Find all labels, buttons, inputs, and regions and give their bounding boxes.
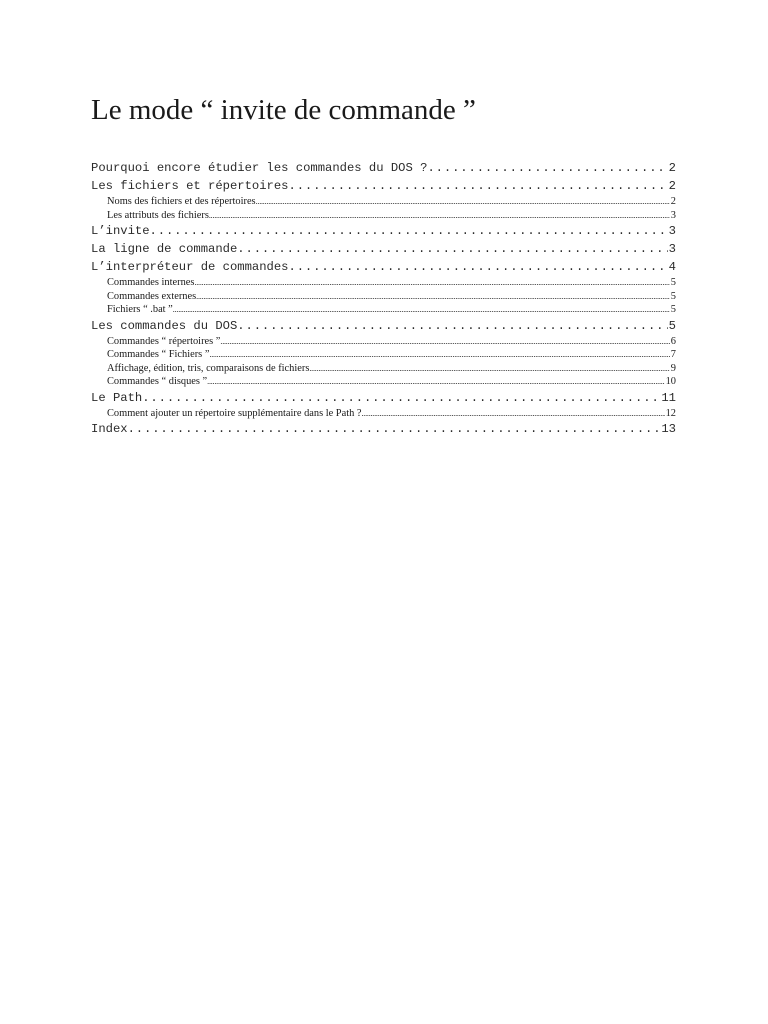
toc-page-number: 9 (670, 362, 676, 374)
toc-entry[interactable] (91, 177, 676, 195)
toc-page-number: 11 (661, 390, 676, 405)
toc-dot-leader (142, 389, 660, 407)
toc-entry-label: Les fichiers et répertoires (91, 179, 289, 193)
toc-dot-leader (207, 375, 664, 389)
toc-page-number: 5 (670, 277, 676, 288)
toc-entry-label: Fichiers “ .bat ” (107, 304, 173, 315)
toc-subentry[interactable] (107, 335, 676, 349)
toc-entry-label: Les commandes du DOS (91, 318, 238, 333)
toc-page-number: 13 (661, 422, 676, 436)
toc-entry-label: Noms des fichiers et des répertoires (107, 196, 256, 207)
toc-subentry[interactable] (107, 362, 676, 376)
toc-dot-leader (288, 258, 667, 276)
toc-entry-label: Affichage, édition, tris, comparaisons de fichiers (107, 362, 310, 374)
toc-subentry[interactable] (107, 348, 676, 362)
toc-dot-leader (362, 407, 665, 421)
toc-entry[interactable] (91, 159, 676, 177)
toc-page-number: 2 (670, 196, 676, 207)
toc-dot-leader (209, 209, 670, 223)
toc-subentry[interactable] (107, 276, 676, 290)
toc-dot-leader (173, 303, 670, 317)
toc-dot-leader (196, 290, 670, 304)
toc-subentry[interactable] (107, 290, 676, 304)
toc-page-number: 2 (668, 179, 676, 193)
toc-page-number: 7 (670, 349, 676, 360)
toc-entry-label: Index (91, 422, 128, 436)
toc-entry[interactable] (91, 240, 676, 258)
toc-entry-label: Commandes “ Fichiers ” (107, 349, 210, 360)
toc-page-number: 10 (665, 376, 676, 387)
toc-page-number: 12 (665, 407, 676, 419)
toc-dot-leader (237, 240, 667, 258)
toc-page-number: 2 (668, 161, 676, 175)
toc-entry[interactable] (91, 389, 676, 407)
toc-dot-leader (256, 195, 670, 209)
toc-dot-leader (288, 177, 667, 195)
toc-dot-leader (194, 276, 669, 290)
toc-page-number: 3 (670, 209, 676, 221)
toc-dot-leader (237, 317, 667, 335)
toc-page-number: 6 (670, 335, 676, 347)
toc-dot-leader (209, 348, 669, 362)
toc-subentry[interactable] (107, 375, 676, 389)
toc-entry-label: Les attributs des fichiers (107, 209, 209, 221)
toc-page-number: 5 (668, 318, 676, 333)
toc-entry-label: Pourquoi encore étudier les commandes du DOS ? (91, 161, 428, 175)
toc-dot-leader (309, 362, 669, 376)
toc-entry-label: Commandes “ répertoires ” (107, 335, 221, 347)
toc-entry-label: Commandes “ disques ” (107, 376, 208, 387)
toc-entry[interactable] (91, 317, 676, 335)
toc-page-number: 3 (668, 242, 676, 256)
toc-entry-label: Commandes externes (107, 290, 197, 302)
table-of-contents (91, 159, 676, 438)
toc-subentry[interactable] (107, 209, 676, 223)
toc-page-number: 4 (668, 260, 676, 274)
toc-subentry[interactable] (107, 303, 676, 317)
toc-entry-label: Comment ajouter un répertoire supplémentaire dans le Path ? (107, 407, 362, 419)
toc-dot-leader (150, 222, 668, 240)
toc-page-number: 5 (670, 290, 676, 302)
toc-entry-label: Commandes internes (107, 277, 195, 288)
toc-entry[interactable] (91, 222, 676, 240)
toc-subentry[interactable] (107, 407, 676, 421)
toc-dot-leader (128, 420, 661, 438)
document-title: Le mode “ invite de commande ” (91, 94, 476, 126)
toc-entry[interactable] (91, 420, 676, 438)
toc-entry-label: Le Path (91, 390, 143, 405)
toc-page-number: 3 (668, 224, 676, 238)
toc-dot-leader (220, 335, 669, 349)
toc-dot-leader (427, 159, 667, 177)
toc-subentry[interactable] (107, 195, 676, 209)
toc-entry-label: La ligne de commande (91, 242, 238, 256)
toc-entry-label: L’invite (91, 224, 150, 238)
toc-entry-label: L’interpréteur de commandes (91, 260, 289, 274)
toc-entry[interactable] (91, 258, 676, 276)
toc-page-number: 5 (670, 304, 676, 315)
